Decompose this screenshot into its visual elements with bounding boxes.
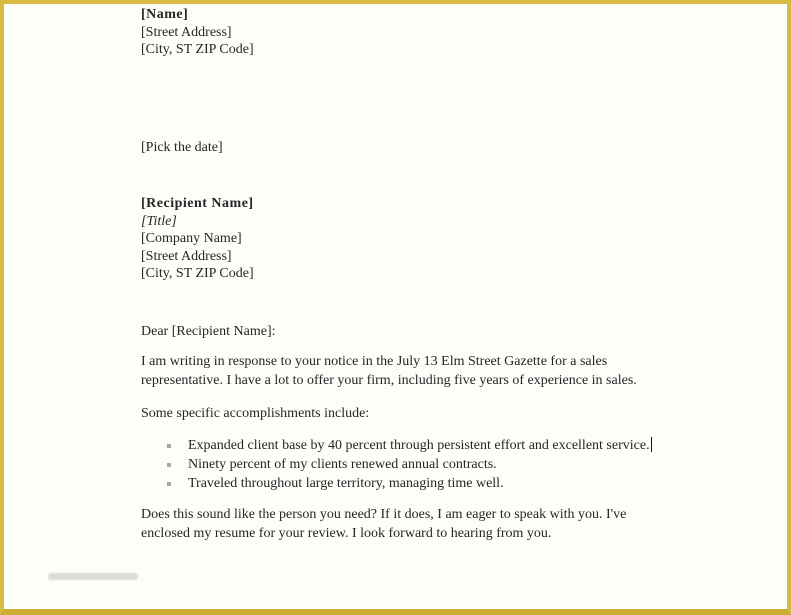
closing-paragraph: Does this sound like the person you need? If it does, I am eager to speak with you. I've enclosed my resume for your review. I look forward to hearing from you. — [141, 506, 627, 541]
date-block — [141, 139, 787, 157]
text-cursor-caret — [651, 437, 653, 452]
recipient-address-block — [141, 195, 787, 283]
list-item — [141, 455, 665, 474]
recipient-street-placeholder[interactable]: [Street Address] — [141, 248, 232, 264]
list-item — [141, 474, 665, 493]
recipient-title-placeholder[interactable]: [Title] — [141, 213, 177, 229]
date-placeholder[interactable]: [Pick the date] — [141, 139, 223, 155]
recipient-company-placeholder[interactable]: [Company Name] — [141, 231, 242, 246]
sender-address-block — [141, 6, 787, 59]
salutation: Dear [Recipient Name]: — [141, 323, 276, 339]
accomplishments-list — [141, 436, 787, 493]
sender-name-placeholder[interactable]: [Name] — [141, 7, 189, 22]
watermark — [48, 573, 138, 580]
accomplishments-intro: Some specific accomplishments include: — [141, 405, 370, 421]
sender-street-placeholder[interactable]: [Street Address] — [141, 24, 232, 40]
sender-city-placeholder[interactable]: [City, ST ZIP Code] — [141, 42, 254, 57]
opening-paragraph: I am writing in response to your notice in the July 13 Elm Street Gazette for a sales representative. I have a lot to offer your firm, including five years of experience in sales. — [141, 353, 637, 388]
bullet-text: Traveled throughout large territory, managing time well. — [188, 475, 504, 491]
bullet-text: Expanded client base by 40 percent through persistent effort and excellent service. — [188, 437, 650, 453]
list-item — [141, 436, 665, 455]
recipient-name-placeholder[interactable]: [Recipient Name] — [141, 196, 254, 211]
recipient-city-placeholder[interactable]: [City, ST ZIP Code] — [141, 266, 254, 281]
bullet-text: Ninety percent of my clients renewed annual contracts. — [188, 456, 497, 472]
letter-content — [4, 4, 787, 609]
